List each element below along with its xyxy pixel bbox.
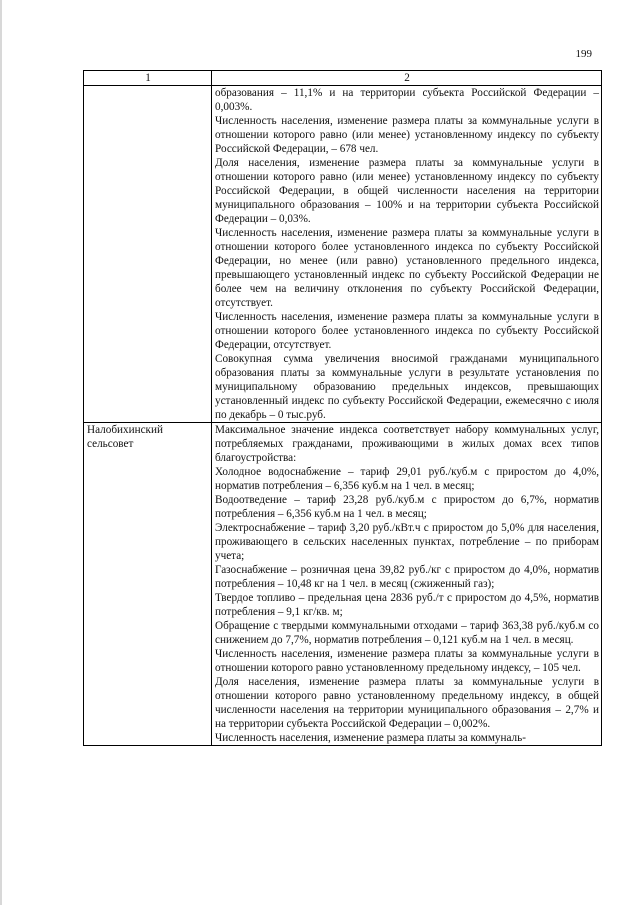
- paragraph: Холодное водоснабжение – тариф 29,01 руб./куб.м с приростом до 4,0%, норматив потребления – 6,356 куб.м на 1 чел. в месяц;: [215, 466, 599, 492]
- paragraph: Обращение с твердыми коммунальными отходами – тариф 363,38 руб./куб.м со снижением до 7,7%, норматив потребления – 0,121 куб.м на 1 чел. в месяц.: [215, 620, 599, 646]
- column-header-2: 2: [212, 71, 602, 86]
- paragraph: Доля населения, изменение размера платы за коммунальные услуги в отношении которого равно (или менее) установленному индексу по субъекту Российской Федерации, в общей численности населения на территории муниципального образования – 100% и на территории субъекта Российской Федерации – 0,03%.: [215, 157, 599, 225]
- paragraph: Численность населения, изменение размера платы за коммунальные услуги в отношении которого равно установленному предельному индексу, – 105 чел.: [215, 648, 599, 674]
- paragraph: Численность населения, изменение размера платы за коммунальные услуги в отношении которого более установленного индекса по субъекту Российской Федерации, отсутствует.: [215, 311, 599, 351]
- paragraph: Численность населения, изменение размера платы за коммунальные услуги в отношении которого более установленного индекса по субъекту Российской Федерации, но менее (или равно) установленного предельного индекса, превышающего установленный индекс по субъекту Российской Федерации не более чем на величину отклонения по субъекту Российской Федерации, отсутствует.: [215, 227, 599, 309]
- scan-edge: [0, 0, 2, 905]
- paragraph: Численность населения, изменение размера платы за коммунальные услуги в отношении которого равно (или менее) установленному индексу по субъекту Российской Федерации, – 678 чел.: [215, 115, 599, 155]
- paragraph: Максимальное значение индекса соответствует набору коммунальных услуг, потребляемых гражданами, проживающими в жилых домах всех типов благоустройства:: [215, 424, 599, 464]
- description-cell: [212, 86, 602, 423]
- paragraph: Совокупная сумма увеличения вносимой гражданами муниципального образования платы за коммунальные услуги в результате установления по муниципальному образованию предельных индексов, превышающих установленный индекс по субъекту Российской Федерации, ежемесячно с июля по декабрь – 0 тыс.руб.: [215, 353, 599, 421]
- paragraph: образования – 11,1% и на территории субъекта Российской Федерации – 0,003%.: [215, 87, 599, 113]
- table-row: [84, 86, 602, 423]
- paragraph: Численность населения, изменение размера платы за коммуналь-: [215, 732, 526, 744]
- column-header-1: 1: [84, 71, 212, 86]
- table-header-row: [84, 71, 602, 86]
- table-row: [84, 423, 602, 746]
- paragraph: Твердое топливо – предельная цена 2836 руб./т с приростом до 4,5%, норматив потребления – 9,1 кг/кв. м;: [215, 592, 599, 618]
- description-cell: [212, 423, 602, 746]
- paragraph: Газоснабжение – розничная цена 39,82 руб./кг с приростом до 4,0%, норматив потребления – 10,48 кг на 1 чел. в месяц (сжиженный газ);: [215, 564, 599, 590]
- paragraph: Доля населения, изменение размера платы за коммунальные услуги в отношении которого равно установленному предельному индексу, в общей численности населения на территории муниципального образования – 2,7% и на территории субъекта Российской Федерации – 0,002%.: [215, 676, 599, 730]
- paragraph: Электроснабжение – тариф 3,20 руб./кВт.ч с приростом до 5,0% для населения, проживающего в сельских населенных пунктах, потребление – по приборам учета;: [215, 522, 599, 562]
- page-number: 199: [575, 48, 592, 60]
- municipality-cell: [84, 86, 212, 423]
- content-table: [83, 70, 602, 746]
- paragraph: Водоотведение – тариф 23,28 руб./куб.м с приростом до 6,7%, норматив потребления – 6,356 куб.м на 1 чел. в месяц;: [215, 494, 599, 520]
- municipality-cell: Налобихинский сельсовет: [84, 423, 212, 746]
